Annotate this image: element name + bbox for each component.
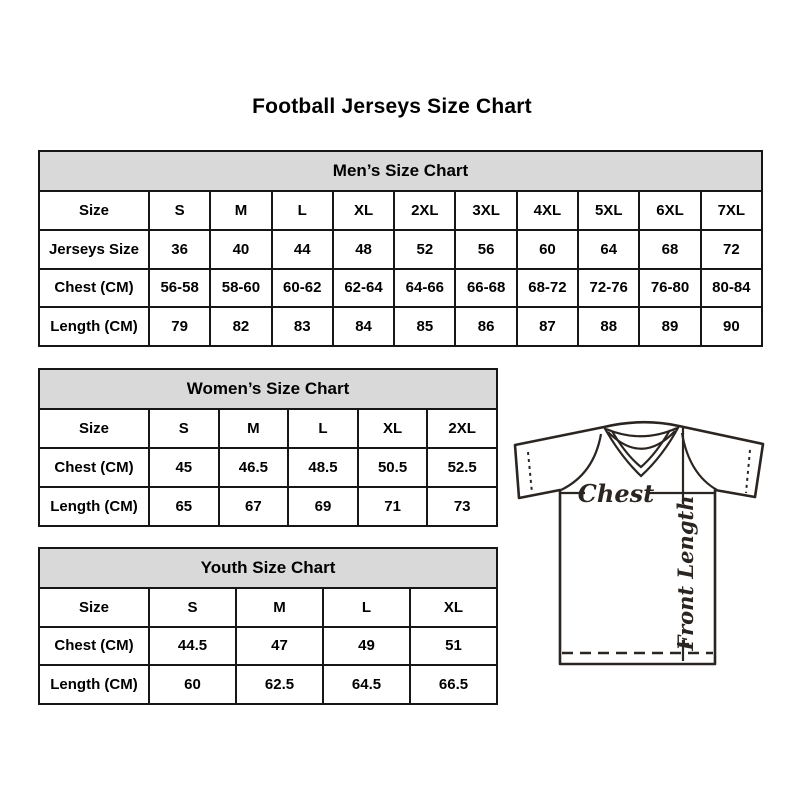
row-label: Length (CM) <box>39 487 149 526</box>
cell: 66.5 <box>410 665 497 704</box>
cell: M <box>210 191 271 230</box>
cell: 84 <box>333 307 394 346</box>
cell: 44.5 <box>149 627 236 666</box>
cell: 86 <box>455 307 516 346</box>
cell: M <box>219 409 289 448</box>
cell: 6XL <box>639 191 700 230</box>
jersey-outline <box>515 422 763 664</box>
table-row <box>39 191 762 230</box>
table-title-row <box>39 548 497 588</box>
cell: 44 <box>272 230 333 269</box>
front-length-label: Front Length <box>673 495 698 651</box>
cell: 83 <box>272 307 333 346</box>
cell: 79 <box>149 307 210 346</box>
cell: 72 <box>701 230 762 269</box>
youth-size-chart-table <box>38 547 498 705</box>
cell: S <box>149 588 236 627</box>
cell: 60-62 <box>272 269 333 308</box>
cell: 89 <box>639 307 700 346</box>
cell: 4XL <box>517 191 578 230</box>
table-row <box>39 409 497 448</box>
cell: 66-68 <box>455 269 516 308</box>
chest-label: Chest <box>577 479 655 508</box>
cell: XL <box>358 409 428 448</box>
table-row <box>39 627 497 666</box>
cell: 40 <box>210 230 271 269</box>
cell: 50.5 <box>358 448 428 487</box>
table-row <box>39 307 762 346</box>
cell: 72-76 <box>578 269 639 308</box>
mens-table-title: Men’s Size Chart <box>39 151 762 191</box>
table-title-row <box>39 369 497 409</box>
cell: L <box>323 588 410 627</box>
cell: 58-60 <box>210 269 271 308</box>
cell: 52 <box>394 230 455 269</box>
cell: 62.5 <box>236 665 323 704</box>
table-row <box>39 448 497 487</box>
table-title-row <box>39 151 762 191</box>
cell: 80-84 <box>701 269 762 308</box>
jersey-measurement-diagram <box>505 400 777 700</box>
table-row <box>39 588 497 627</box>
cell: 47 <box>236 627 323 666</box>
row-label: Chest (CM) <box>39 627 149 666</box>
row-label: Size <box>39 588 149 627</box>
cell: 73 <box>427 487 497 526</box>
table-row <box>39 487 497 526</box>
table-row <box>39 269 762 308</box>
cell: 62-64 <box>333 269 394 308</box>
cell: 64.5 <box>323 665 410 704</box>
row-label: Chest (CM) <box>39 448 149 487</box>
cell: 60 <box>149 665 236 704</box>
row-label: Length (CM) <box>39 307 149 346</box>
table-row <box>39 665 497 704</box>
cell: 65 <box>149 487 219 526</box>
cell: S <box>149 191 210 230</box>
womens-size-chart-table <box>38 368 498 527</box>
cell: 87 <box>517 307 578 346</box>
cell: M <box>236 588 323 627</box>
cell: L <box>272 191 333 230</box>
cell: L <box>288 409 358 448</box>
row-label: Jerseys Size <box>39 230 149 269</box>
cell: 3XL <box>455 191 516 230</box>
table-row <box>39 230 762 269</box>
cell: 5XL <box>578 191 639 230</box>
mens-size-chart-table <box>38 150 763 347</box>
cell: 82 <box>210 307 271 346</box>
row-label: Chest (CM) <box>39 269 149 308</box>
cell: 51 <box>410 627 497 666</box>
cell: 67 <box>219 487 289 526</box>
cell: 7XL <box>701 191 762 230</box>
cell: 56-58 <box>149 269 210 308</box>
cell: 68-72 <box>517 269 578 308</box>
cell: XL <box>410 588 497 627</box>
row-label: Size <box>39 191 149 230</box>
youth-table-title: Youth Size Chart <box>39 548 497 588</box>
cell: 60 <box>517 230 578 269</box>
cell: XL <box>333 191 394 230</box>
cell: 46.5 <box>219 448 289 487</box>
cell: 45 <box>149 448 219 487</box>
cell: 48 <box>333 230 394 269</box>
row-label: Size <box>39 409 149 448</box>
cell: 2XL <box>394 191 455 230</box>
row-label: Length (CM) <box>39 665 149 704</box>
cell: 76-80 <box>639 269 700 308</box>
cell: 69 <box>288 487 358 526</box>
cell: 68 <box>639 230 700 269</box>
cell: 56 <box>455 230 516 269</box>
cell: 2XL <box>427 409 497 448</box>
cell: S <box>149 409 219 448</box>
cell: 88 <box>578 307 639 346</box>
page-title: Football Jerseys Size Chart <box>252 95 532 118</box>
cell: 52.5 <box>427 448 497 487</box>
womens-table-title: Women’s Size Chart <box>39 369 497 409</box>
cell: 90 <box>701 307 762 346</box>
cell: 48.5 <box>288 448 358 487</box>
cell: 36 <box>149 230 210 269</box>
cell: 85 <box>394 307 455 346</box>
cell: 64-66 <box>394 269 455 308</box>
cell: 71 <box>358 487 428 526</box>
cell: 64 <box>578 230 639 269</box>
cell: 49 <box>323 627 410 666</box>
